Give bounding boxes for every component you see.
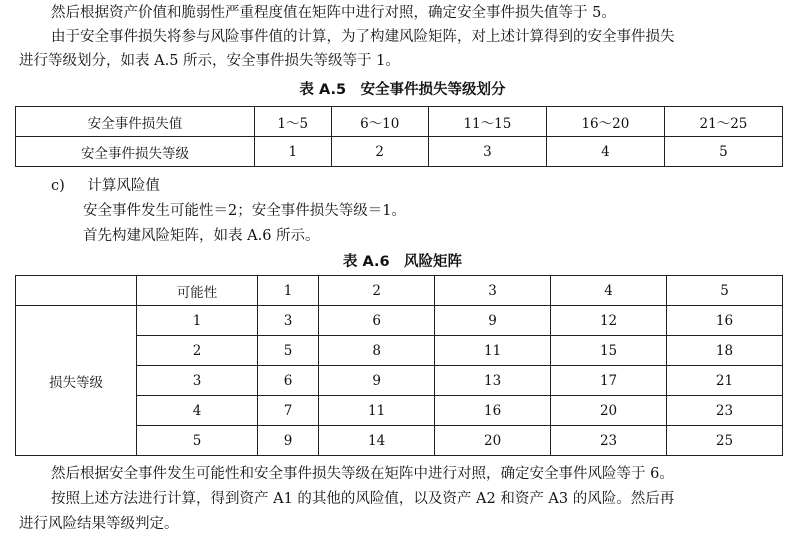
table-row: [16, 306, 783, 336]
table-cell: 11～15: [428, 107, 546, 137]
table-cell: 4: [546, 137, 664, 167]
list-item-c: [51, 176, 160, 196]
level-cell: 5: [137, 426, 258, 456]
table-cell: 6: [258, 366, 319, 396]
table-cell: 16: [435, 396, 551, 426]
corner-cell: [16, 276, 137, 306]
possibility-cell: 2: [319, 276, 435, 306]
table-cell: 9: [319, 366, 435, 396]
table-cell: 9: [258, 426, 319, 456]
table-a5-caption: 表 A.5 安全事件损失等级划分: [299, 82, 506, 98]
table-cell: 16: [667, 306, 783, 336]
table-cell: 18: [667, 336, 783, 366]
table-cell: 5: [258, 336, 319, 366]
table-cell: 20: [551, 396, 667, 426]
paragraph-inputs: 安全事件发生可能性＝2；安全事件损失等级＝1。: [83, 203, 406, 219]
table-cell: 7: [258, 396, 319, 426]
table-cell: 15: [551, 336, 667, 366]
table-cell: 3: [258, 306, 319, 336]
table-cell: 16～20: [546, 107, 664, 137]
table-cell: 8: [319, 336, 435, 366]
table-cell: 11: [435, 336, 551, 366]
table-cell: 21: [667, 366, 783, 396]
table-cell: 17: [551, 366, 667, 396]
list-marker: c): [51, 178, 65, 194]
section-title: 计算风险值: [87, 178, 160, 194]
row-header: 安全事件损失值: [16, 107, 255, 137]
column-header: 可能性: [137, 276, 258, 306]
table-cell: 11: [319, 396, 435, 426]
possibility-cell: 1: [258, 276, 319, 306]
table-cell: 12: [551, 306, 667, 336]
table-cell: 6: [319, 306, 435, 336]
paragraph-result-loss: 然后根据资产价值和脆弱性严重程度值在矩阵中进行对照，确定安全事件损失值等于 5。: [51, 5, 616, 21]
possibility-cell: 5: [667, 276, 783, 306]
table-cell: 1～5: [255, 107, 332, 137]
table-cell: 13: [435, 366, 551, 396]
possibility-cell: 3: [435, 276, 551, 306]
level-cell: 3: [137, 366, 258, 396]
table-cell: 23: [667, 396, 783, 426]
paragraph-method-cont: 进行风险结果等级判定。: [19, 516, 179, 532]
table-cell: 9: [435, 306, 551, 336]
table-cell: 6～10: [331, 107, 428, 137]
risk-matrix-table: [15, 275, 783, 456]
possibility-cell: 4: [551, 276, 667, 306]
table-row: [16, 276, 783, 306]
table-cell: 3: [428, 137, 546, 167]
table-cell: 5: [664, 137, 782, 167]
level-cell: 1: [137, 306, 258, 336]
table-a5: [15, 106, 783, 167]
table-cell: 14: [319, 426, 435, 456]
table-row: [16, 137, 783, 167]
level-cell: 4: [137, 396, 258, 426]
row-group-header: 损失等级: [16, 306, 137, 456]
paragraph-loss-grading: 由于安全事件损失将参与风险事件值的计算，为了构建风险矩阵，对上述计算得到的安全事件损失: [51, 29, 675, 45]
table-cell: 25: [667, 426, 783, 456]
paragraph-build-matrix: 首先构建风险矩阵，如表 A.6 所示。: [83, 228, 320, 244]
table-cell: 2: [331, 137, 428, 167]
paragraph-risk-result: 然后根据安全事件发生可能性和安全事件损失等级在矩阵中进行对照，确定安全事件风险等于 6。: [51, 466, 674, 482]
table-cell: 20: [435, 426, 551, 456]
row-header: 安全事件损失等级: [16, 137, 255, 167]
table-cell: 21～25: [664, 107, 782, 137]
table-a6-caption: 表 A.6 风险矩阵: [342, 254, 463, 270]
paragraph-method: 按照上述方法进行计算，得到资产 A1 的其他的风险值，以及资产 A2 和资产 A3 的风险。然后再: [51, 491, 675, 507]
level-cell: 2: [137, 336, 258, 366]
paragraph-loss-grading-cont: 进行等级划分，如表 A.5 所示，安全事件损失等级等于 1。: [19, 53, 400, 69]
table-cell: 1: [255, 137, 332, 167]
table-row: [16, 107, 783, 137]
table-cell: 23: [551, 426, 667, 456]
